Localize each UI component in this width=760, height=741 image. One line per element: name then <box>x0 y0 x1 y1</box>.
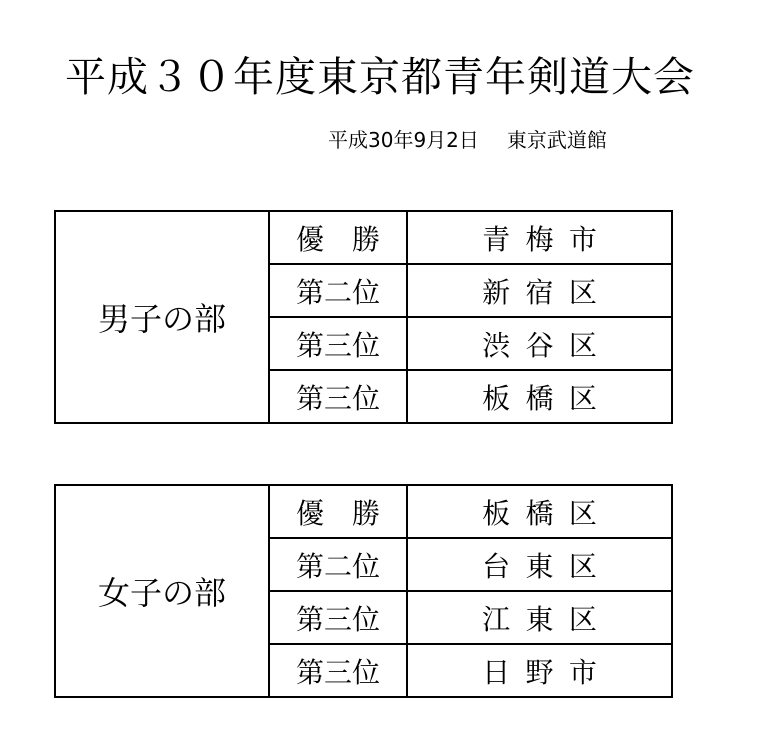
table-row <box>55 485 672 538</box>
rank-cell: 優 勝 <box>269 211 407 264</box>
rank-cell: 第三位 <box>269 644 407 697</box>
rank-cell: 第三位 <box>269 317 407 370</box>
results-table-men <box>54 210 673 424</box>
event-date: 平成30年9月2日 <box>328 128 479 152</box>
team-cell: 新宿区 <box>407 264 672 317</box>
team-cell: 台東区 <box>407 538 672 591</box>
rank-cell: 第二位 <box>269 538 407 591</box>
team-cell: 江東区 <box>407 591 672 644</box>
team-cell: 日野市 <box>407 644 672 697</box>
division-label: 女子の部 <box>55 485 269 697</box>
rank-cell: 優 勝 <box>269 485 407 538</box>
rank-cell: 第二位 <box>269 264 407 317</box>
team-cell: 板橋区 <box>407 370 672 423</box>
results-table-women <box>54 484 673 698</box>
rank-cell: 第三位 <box>269 370 407 423</box>
page-title: 平成３０年度東京都青年剣道大会 <box>65 53 695 101</box>
team-cell: 板橋区 <box>407 485 672 538</box>
team-cell: 渋谷区 <box>407 317 672 370</box>
division-label: 男子の部 <box>55 211 269 423</box>
table-row <box>55 211 672 264</box>
event-info <box>328 124 607 153</box>
team-cell: 青梅市 <box>407 211 672 264</box>
event-venue: 東京武道館 <box>506 128 607 152</box>
rank-cell: 第三位 <box>269 591 407 644</box>
